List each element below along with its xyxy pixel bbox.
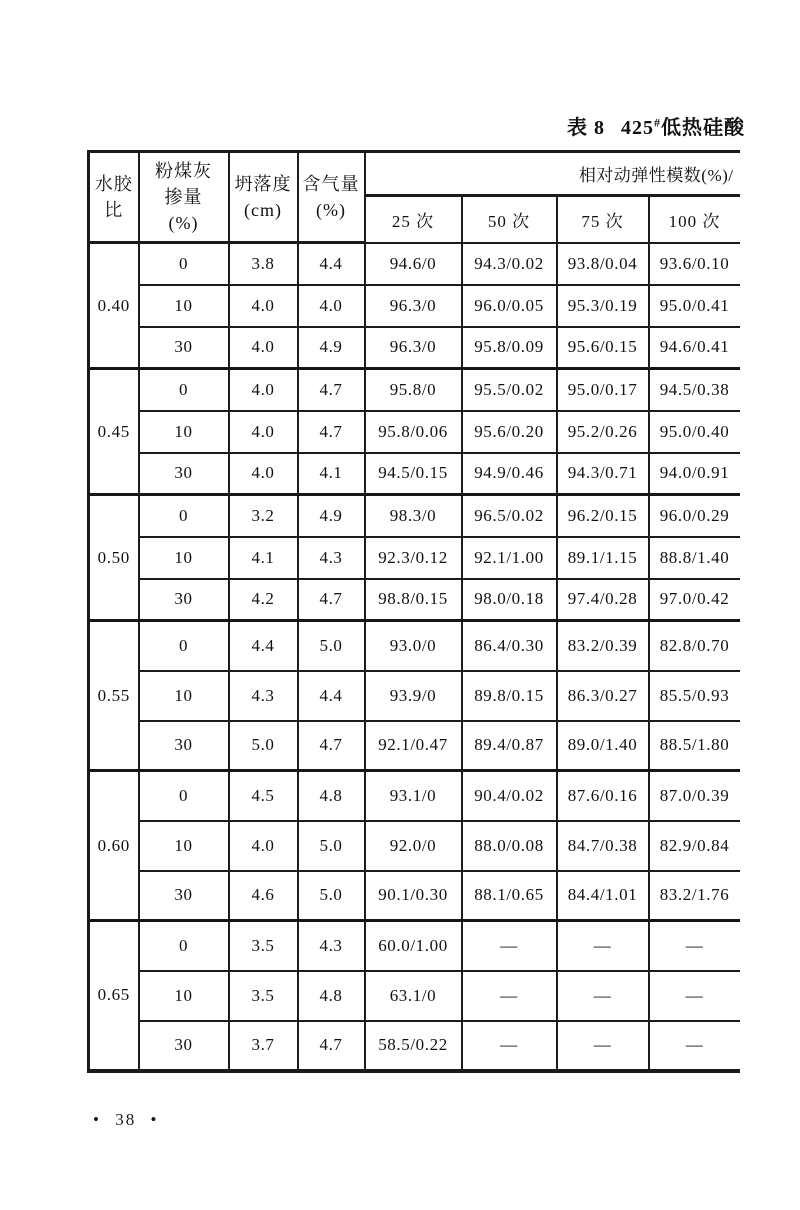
cell: 10 <box>139 411 229 453</box>
cell: 88.0/0.08 <box>462 821 557 871</box>
col-header-cycles-75: 75 次 <box>557 196 649 243</box>
cell: 93.9/0 <box>365 671 462 721</box>
cement-grade: 425 <box>621 117 654 139</box>
cell: 4.5 <box>229 771 298 821</box>
page-number: • 38 • <box>93 1110 159 1129</box>
cell: 82.9/0.84 <box>649 821 740 871</box>
cell: 89.4/0.87 <box>462 721 557 771</box>
cell: 3.8 <box>229 243 298 285</box>
table-number-label: 表 8 <box>567 117 605 139</box>
cell: 5.0 <box>298 821 365 871</box>
cell: 95.3/0.19 <box>557 285 649 327</box>
cell: 58.5/0.22 <box>365 1021 462 1071</box>
cell: 0 <box>139 921 229 971</box>
cell: 94.5/0.38 <box>649 369 740 411</box>
cell: — <box>557 921 649 971</box>
data-table <box>87 150 740 1073</box>
table-row <box>89 1021 740 1071</box>
cell: 4.0 <box>229 453 298 495</box>
table-title-text: 低热硅酸 <box>661 117 745 139</box>
cell: 93.0/0 <box>365 621 462 671</box>
table-row <box>89 871 740 921</box>
cell: 95.6/0.15 <box>557 327 649 369</box>
cell: 30 <box>139 579 229 621</box>
cell: 94.3/0.02 <box>462 243 557 285</box>
cell: 96.5/0.02 <box>462 495 557 537</box>
cell: 0 <box>139 243 229 285</box>
cell: 95.8/0 <box>365 369 462 411</box>
grade-superscript: # <box>654 115 661 130</box>
cell: 4.0 <box>229 285 298 327</box>
table-row <box>89 243 740 285</box>
cell: 0 <box>139 621 229 671</box>
cell: 83.2/1.76 <box>649 871 740 921</box>
cell: 30 <box>139 1021 229 1071</box>
cell: 90.1/0.30 <box>365 871 462 921</box>
cell: 95.0/0.40 <box>649 411 740 453</box>
cell: — <box>557 971 649 1021</box>
cell: 4.4 <box>229 621 298 671</box>
ratio-cell: 0.45 <box>89 369 139 495</box>
col-header-water-binder-ratio <box>89 152 139 243</box>
cell: 10 <box>139 821 229 871</box>
cell: 3.7 <box>229 1021 298 1071</box>
header-line: (%) <box>316 200 346 220</box>
cell: 60.0/1.00 <box>365 921 462 971</box>
col-header-cycles-50: 50 次 <box>462 196 557 243</box>
cell: 84.7/0.38 <box>557 821 649 871</box>
cell: 89.1/1.15 <box>557 537 649 579</box>
cell: 30 <box>139 327 229 369</box>
cell: 4.7 <box>298 721 365 771</box>
cell: 82.8/0.70 <box>649 621 740 671</box>
cell: 96.3/0 <box>365 327 462 369</box>
cell: 4.0 <box>229 411 298 453</box>
cell: 96.0/0.05 <box>462 285 557 327</box>
cell: — <box>557 1021 649 1071</box>
cell: 84.4/1.01 <box>557 871 649 921</box>
table-title <box>567 111 745 140</box>
cell: 4.0 <box>229 327 298 369</box>
cell: 4.1 <box>298 453 365 495</box>
cell: 98.0/0.18 <box>462 579 557 621</box>
cell: 4.3 <box>298 537 365 579</box>
cell: 4.2 <box>229 579 298 621</box>
cell: 4.4 <box>298 671 365 721</box>
table-row <box>89 971 740 1021</box>
cell: 89.8/0.15 <box>462 671 557 721</box>
table-row <box>89 771 740 821</box>
table-row <box>89 453 740 495</box>
cell: 94.6/0.41 <box>649 327 740 369</box>
table-row <box>89 411 740 453</box>
cell: 4.8 <box>298 771 365 821</box>
cell: — <box>649 921 740 971</box>
col-header-slump <box>229 152 298 243</box>
col-header-relative-dynamic-modulus: 相对动弹性模数(%)/ <box>365 152 740 196</box>
table-row <box>89 369 740 411</box>
ratio-cell: 0.55 <box>89 621 139 771</box>
cell: 10 <box>139 971 229 1021</box>
cell: 4.7 <box>298 579 365 621</box>
table-row <box>89 537 740 579</box>
cell: 94.6/0 <box>365 243 462 285</box>
cell: 88.1/0.65 <box>462 871 557 921</box>
cell: 4.9 <box>298 327 365 369</box>
cell: 87.0/0.39 <box>649 771 740 821</box>
cell: 4.0 <box>229 369 298 411</box>
ratio-cell: 0.50 <box>89 495 139 621</box>
cell: 97.0/0.42 <box>649 579 740 621</box>
cell: 4.3 <box>229 671 298 721</box>
cell: 3.5 <box>229 921 298 971</box>
cell: 92.1/0.47 <box>365 721 462 771</box>
table-row <box>89 621 740 671</box>
cell: 92.1/1.00 <box>462 537 557 579</box>
col-header-cycles-25: 25 次 <box>365 196 462 243</box>
cell: 86.3/0.27 <box>557 671 649 721</box>
cell: 83.2/0.39 <box>557 621 649 671</box>
cell: 94.0/0.91 <box>649 453 740 495</box>
cell: 10 <box>139 671 229 721</box>
cell: 92.0/0 <box>365 821 462 871</box>
cell: 94.3/0.71 <box>557 453 649 495</box>
table-row <box>89 671 740 721</box>
header-line: (cm) <box>244 200 282 220</box>
table-row <box>89 285 740 327</box>
cell: — <box>649 1021 740 1071</box>
cell: 10 <box>139 285 229 327</box>
cell: — <box>462 1021 557 1071</box>
cell: 30 <box>139 871 229 921</box>
cell: 98.3/0 <box>365 495 462 537</box>
cell: 4.0 <box>229 821 298 871</box>
header-line: 水胶 <box>94 174 133 194</box>
col-header-air-content <box>298 152 365 243</box>
cell: 95.0/0.17 <box>557 369 649 411</box>
cell: 94.9/0.46 <box>462 453 557 495</box>
cell: 4.4 <box>298 243 365 285</box>
ratio-cell: 0.40 <box>89 243 139 369</box>
ratio-cell: 0.60 <box>89 771 139 921</box>
cell: 86.4/0.30 <box>462 621 557 671</box>
header-line: 坍落度 <box>234 174 292 194</box>
cell: 3.5 <box>229 971 298 1021</box>
col-header-cycles-100: 100 次 <box>649 196 740 243</box>
cell: 63.1/0 <box>365 971 462 1021</box>
cell: 4.6 <box>229 871 298 921</box>
cell: 90.4/0.02 <box>462 771 557 821</box>
cell: 30 <box>139 721 229 771</box>
cell: 10 <box>139 537 229 579</box>
cell: 30 <box>139 453 229 495</box>
header-line: (%) <box>168 213 199 233</box>
cell: 94.5/0.15 <box>365 453 462 495</box>
table-row <box>89 921 740 971</box>
cell: 85.5/0.93 <box>649 671 740 721</box>
table-row <box>89 495 740 537</box>
cell: 88.5/1.80 <box>649 721 740 771</box>
cell: 95.5/0.02 <box>462 369 557 411</box>
cell: 4.0 <box>298 285 365 327</box>
table-row <box>89 579 740 621</box>
cell: 93.6/0.10 <box>649 243 740 285</box>
cell: 95.2/0.26 <box>557 411 649 453</box>
cell: 93.8/0.04 <box>557 243 649 285</box>
cell: 93.1/0 <box>365 771 462 821</box>
cell: 0 <box>139 495 229 537</box>
header-line: 粉煤灰 <box>155 161 212 181</box>
cell: 89.0/1.40 <box>557 721 649 771</box>
cell: 88.8/1.40 <box>649 537 740 579</box>
cell: 4.1 <box>229 537 298 579</box>
cell: 95.8/0.06 <box>365 411 462 453</box>
table-row <box>89 721 740 771</box>
cell: 4.7 <box>298 411 365 453</box>
cell: 92.3/0.12 <box>365 537 462 579</box>
cell: 5.0 <box>298 871 365 921</box>
cell: 5.0 <box>229 721 298 771</box>
cell: 0 <box>139 771 229 821</box>
cell: 98.8/0.15 <box>365 579 462 621</box>
cell: — <box>649 971 740 1021</box>
header-line: 比 <box>104 200 124 220</box>
cell: 4.7 <box>298 369 365 411</box>
cell: 5.0 <box>298 621 365 671</box>
header-line: 掺量 <box>164 187 203 207</box>
table-row <box>89 821 740 871</box>
cell: 95.0/0.41 <box>649 285 740 327</box>
cell: 96.3/0 <box>365 285 462 327</box>
cell: — <box>462 971 557 1021</box>
cell: 4.7 <box>298 1021 365 1071</box>
cell: — <box>462 921 557 971</box>
cell: 87.6/0.16 <box>557 771 649 821</box>
cell: 96.2/0.15 <box>557 495 649 537</box>
cell: 4.8 <box>298 971 365 1021</box>
cell: 95.8/0.09 <box>462 327 557 369</box>
col-header-fly-ash-content <box>139 152 229 243</box>
cell: 4.9 <box>298 495 365 537</box>
table-row <box>89 327 740 369</box>
header-line: 含气量 <box>302 174 360 194</box>
cell: 0 <box>139 369 229 411</box>
cell: 96.0/0.29 <box>649 495 740 537</box>
cell: 95.6/0.20 <box>462 411 557 453</box>
cell: 97.4/0.28 <box>557 579 649 621</box>
cell: 3.2 <box>229 495 298 537</box>
cell: 4.3 <box>298 921 365 971</box>
ratio-cell: 0.65 <box>89 921 139 1071</box>
